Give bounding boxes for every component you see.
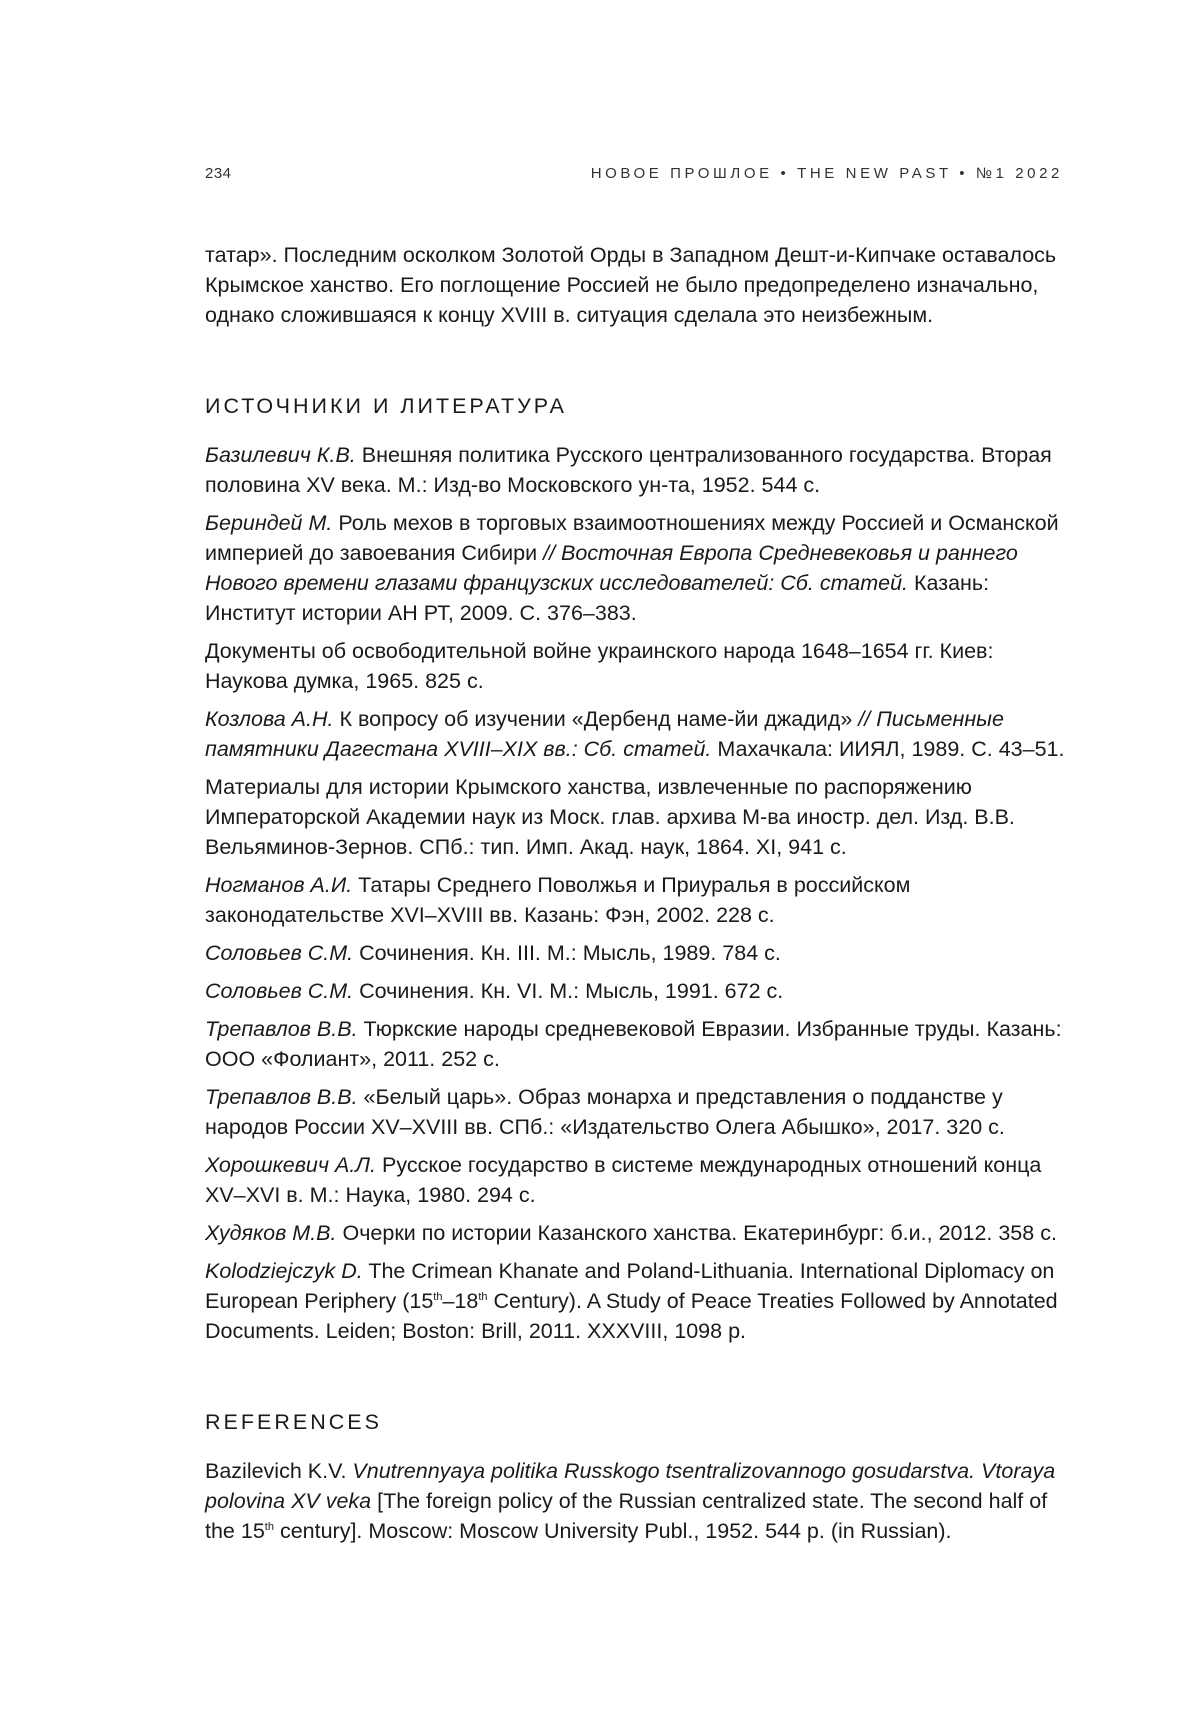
bib-entry (205, 1256, 1065, 1346)
bib-author: Трепавлов В.В. (205, 1085, 358, 1109)
bib-text: The Crimean Khanate and Poland-Lithuania. International Diplomacy on European Periphery (15 (205, 1259, 1054, 1313)
bib-author: Хорошкевич А.Л. (205, 1153, 376, 1177)
bib-entry (205, 704, 1065, 764)
superscript: th (265, 1521, 274, 1533)
bib-entry (205, 440, 1065, 500)
ref-tail: century]. Moscow: Moscow University Publ., 1952. 544 p. (in Russian). (274, 1519, 952, 1543)
ref-title: Vnutrennyaya politika Russkogo tsentralizovannogo gosudarstva. Vtoraya polovina XV veka (205, 1459, 1055, 1513)
page-number: 234 (205, 165, 232, 182)
bib-container: // Восточная Европа Средневековья и раннего Нового времени глазами французских исследователей: Сб. статей. (205, 541, 1018, 595)
bib-entry (205, 772, 1065, 862)
references-heading: REFERENCES (205, 1408, 1065, 1436)
sources-heading: ИСТОЧНИКИ И ЛИТЕРАТУРА (205, 392, 1065, 420)
bib-text: Роль мехов в торговых взаимоотношениях между Россией и Османской империей до завоевания Сибири (205, 511, 1059, 565)
bib-entry (205, 976, 1065, 1006)
bib-entry (205, 1218, 1065, 1248)
journal-page (0, 0, 1200, 1714)
bib-text: Внешняя политика Русского централизованного государства. Вторая половина XV века. М.: Изд-во Московского ун-та, 1952. 544 с. (205, 443, 1052, 497)
bib-text: Тюркские народы средневековой Евразии. Избранные труды. Казань: ООО «Фолиант», 2011. 252 с. (205, 1017, 1062, 1071)
bib-text: Татары Среднего Поволжья и Приуралья в российском законодательстве XVI–XVIII вв. Казань: Фэн, 2002. 228 с. (205, 873, 910, 927)
page-body (205, 240, 1065, 1554)
bib-entry (205, 508, 1065, 628)
bib-author: Базилевич К.В. (205, 443, 356, 467)
bib-text: «Белый царь». Образ монарха и представления о подданстве у народов России XV–XVIII вв. СПб.: «Издательство Олега Абышко», 2017. 320 с. (205, 1085, 1005, 1139)
intro-paragraph: татар». Последним осколком Золотой Орды в Западном Дешт-и-Кипчаке оставалось Крымское ханство. Его поглощение Россией не было предопределено изначально, однако сложившаяся к концу XVIII в. ситуация сделала это неизбежным. (205, 240, 1065, 330)
bib-text: Документы об освободительной войне украинского народа 1648–1654 гг. Киев: Наукова думка, 1965. 825 с. (205, 639, 993, 693)
ref-text: [The foreign policy of the Russian centralized state. The second half of the 15 (205, 1489, 1047, 1543)
bib-dash: –18 (442, 1289, 478, 1313)
running-title: НОВОЕ ПРОШЛОЕ • THE NEW PAST • №1 2022 (591, 165, 1063, 182)
bib-entry (205, 938, 1065, 968)
sources-list (205, 440, 1065, 1346)
references-list (205, 1456, 1065, 1546)
superscript: th (478, 1291, 487, 1303)
superscript: th (433, 1291, 442, 1303)
bib-author: Козлова А.Н. (205, 707, 334, 731)
page-header (205, 165, 1063, 187)
bib-tail: Казань: Институт истории АН РТ, 2009. С. 376–383. (205, 571, 989, 625)
bib-entry (205, 1082, 1065, 1142)
bib-container: // Письменные памятники Дагестана XVIII–XIX вв.: Сб. статей. (205, 707, 1004, 761)
bib-entry (205, 1014, 1065, 1074)
bib-author: Трепавлов В.В. (205, 1017, 358, 1041)
bib-text: Материалы для истории Крымского ханства, извлеченные по распоряжению Императорской Академии наук из Моск. глав. архива М-ва иностр. дел. Изд. В.В. Вельяминов-Зернов. СПб.: тип. Имп. Акад. наук, 1864. XI, 941 с. (205, 775, 1015, 859)
reference-entry (205, 1456, 1065, 1546)
bib-text: Сочинения. Кн. VI. М.: Мысль, 1991. 672 с. (353, 979, 783, 1003)
bib-author: Соловьев С.М. (205, 941, 353, 965)
bib-tail: Махачкала: ИИЯЛ, 1989. С. 43–51. (711, 737, 1064, 761)
bib-author: Kolodziejczyk D. (205, 1259, 363, 1283)
bib-author: Соловьев С.М. (205, 979, 353, 1003)
ref-author: Bazilevich K.V. (205, 1459, 346, 1483)
bib-entry (205, 636, 1065, 696)
bib-text: Сочинения. Кн. III. М.: Мысль, 1989. 784 с. (353, 941, 781, 965)
bib-tail: Century). A Study of Peace Treaties Followed by Annotated Documents. Leiden; Boston: Brill, 2011. XXXVIII, 1098 p. (205, 1289, 1058, 1343)
bib-author: Худяков М.В. (205, 1221, 337, 1245)
bib-text: Очерки по истории Казанского ханства. Екатеринбург: б.и., 2012. 358 с. (337, 1221, 1057, 1245)
bib-entry (205, 870, 1065, 930)
bib-author: Бериндей М. (205, 511, 332, 535)
bib-entry (205, 1150, 1065, 1210)
bib-text: К вопросу об изучении «Дербенд наме-йи джадид» (334, 707, 859, 731)
bib-author: Ногманов А.И. (205, 873, 352, 897)
bib-text: Русское государство в системе международных отношений конца XV–XVI в. М.: Наука, 1980. 294 с. (205, 1153, 1041, 1207)
